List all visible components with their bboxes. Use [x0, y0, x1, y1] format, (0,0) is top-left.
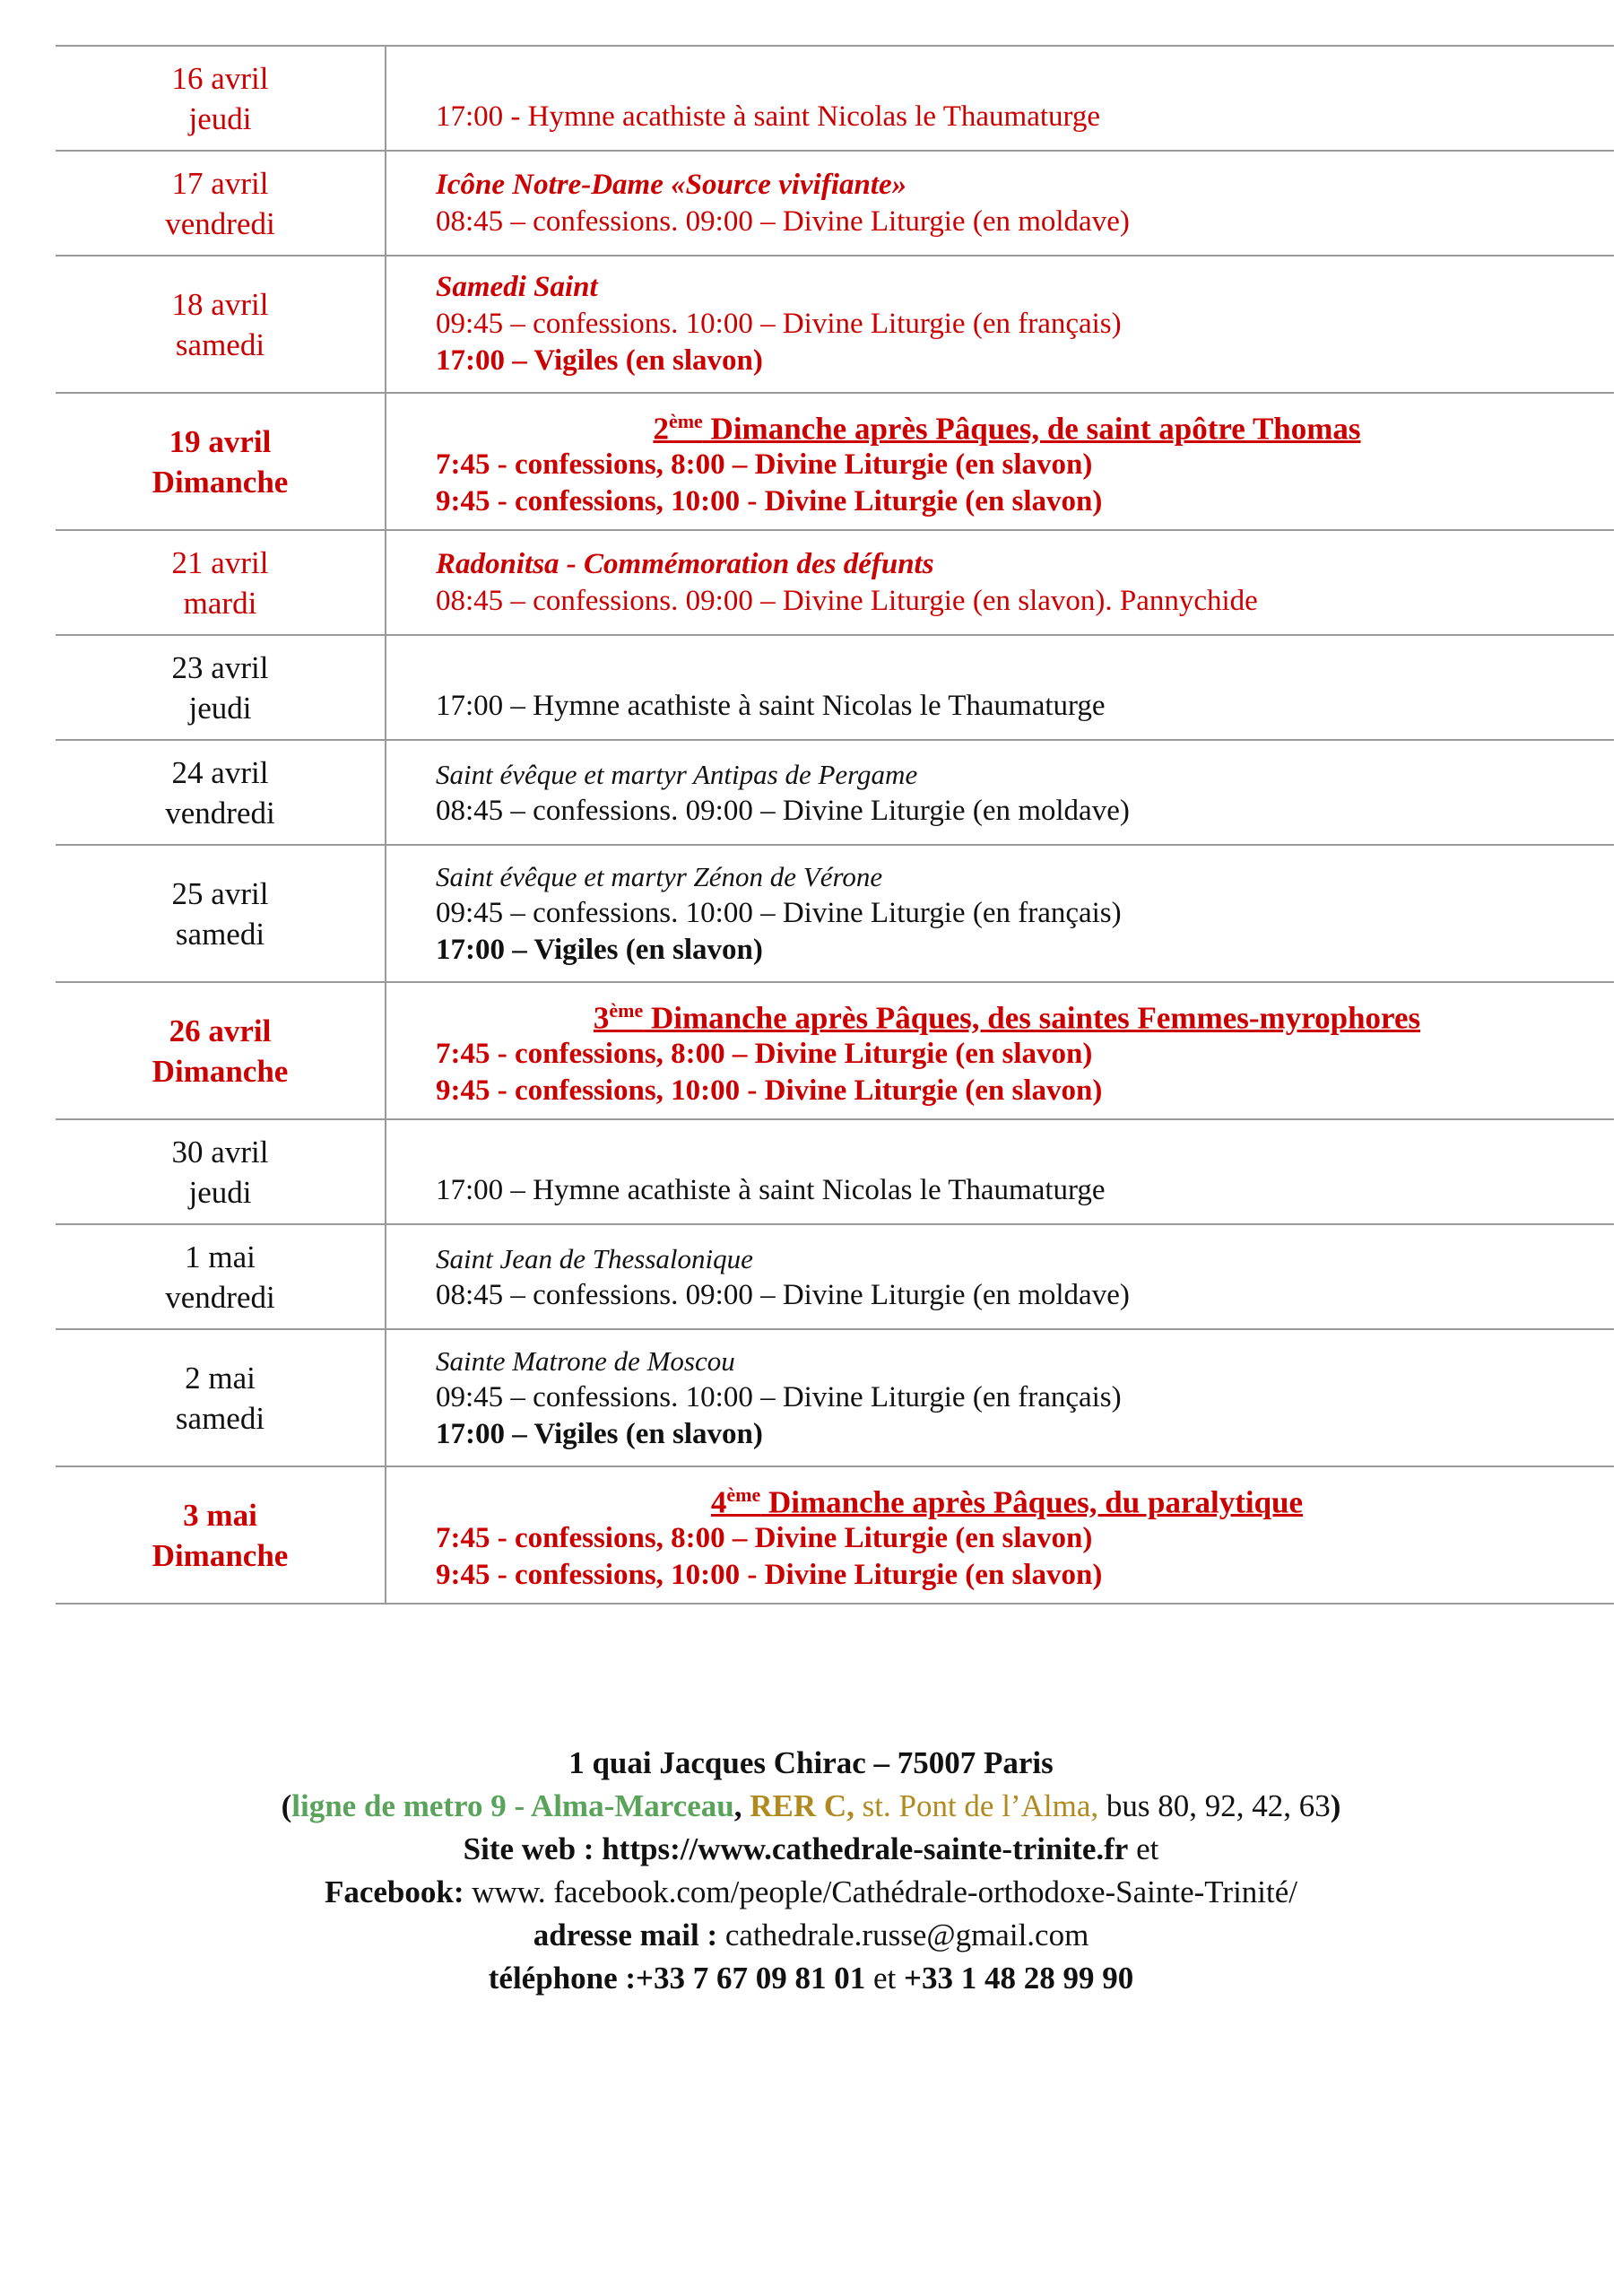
date-day: 23 avril: [171, 649, 269, 685]
date-weekday: jeudi: [188, 100, 252, 136]
feast-title: Radonitsa - Commémoration des défunts: [436, 547, 934, 580]
schedule-body: [56, 46, 1614, 1604]
service-line: 9:45 - confessions, 10:00 - Divine Liturgie (en slavon): [436, 1559, 1103, 1592]
service-cell: [386, 393, 1614, 530]
table-row: [56, 1329, 1614, 1466]
date-cell: [56, 393, 386, 530]
service-line: 08:45 – confessions. 09:00 – Divine Liturgie (en slavon). Pannychide: [436, 584, 1258, 617]
vigils-line: 17:00 – Vigiles (en slavon): [436, 1418, 763, 1450]
sunday-ordinal-suffix: ème: [668, 409, 703, 432]
comma: ,: [733, 1788, 750, 1823]
phone-secondary[interactable]: +33 1 48 28 99 90: [904, 1961, 1134, 1996]
date-cell: [56, 1329, 386, 1466]
date-cell: [56, 1466, 386, 1604]
date-weekday: Dimanche: [152, 1537, 289, 1573]
service-line: 9:45 - confessions, 10:00 - Divine Liturgie (en slavon): [436, 1074, 1103, 1108]
sunday-ordinal-suffix: ème: [609, 998, 644, 1022]
paren-open: (: [281, 1788, 292, 1823]
date-weekday: Dimanche: [152, 464, 289, 500]
date-cell: [56, 256, 386, 393]
website-link[interactable]: Site web : https://www.cathedrale-sainte-trinite.fr: [463, 1831, 1129, 1866]
date-weekday: samedi: [175, 916, 265, 952]
service-cell: [386, 740, 1614, 845]
sunday-ordinal: 2: [653, 411, 669, 447]
email-line: [0, 1914, 1622, 1957]
date-day: 25 avril: [171, 875, 269, 911]
service-cell: [386, 1466, 1614, 1604]
table-row: [56, 46, 1614, 151]
phone-line: [0, 1957, 1622, 2000]
website-et: et: [1128, 1831, 1159, 1866]
table-row: [56, 982, 1614, 1119]
service-line: 17:00 - Hymne acathiste à saint Nicolas le Thaumaturge: [436, 100, 1101, 133]
service-cell: [386, 845, 1614, 982]
feast-title: Icône Notre-Dame «Source vivifiante»: [436, 168, 907, 201]
facebook-link[interactable]: www. facebook.com/people/Cathédrale-orthodoxe-Sainte-Trinité/: [464, 1874, 1298, 1909]
date-day: 24 avril: [171, 754, 269, 790]
paren-close: ): [1330, 1788, 1341, 1823]
date-weekday: vendredi: [165, 1279, 275, 1315]
date-day: 3 mai: [183, 1497, 257, 1533]
sunday-ordinal-suffix: ème: [726, 1483, 761, 1506]
service-cell: [386, 982, 1614, 1119]
vigils-line: 17:00 – Vigiles (en slavon): [436, 934, 763, 966]
blank-line: [436, 651, 1614, 688]
service-cell: [386, 635, 1614, 740]
date-weekday: samedi: [175, 1400, 265, 1436]
date-weekday: Dimanche: [152, 1053, 289, 1089]
date-day: 21 avril: [171, 544, 269, 580]
table-row: [56, 256, 1614, 393]
phone-primary[interactable]: téléphone :+33 7 67 09 81 01: [488, 1961, 866, 1996]
date-cell: [56, 845, 386, 982]
service-line: 17:00 – Hymne acathiste à saint Nicolas le Thaumaturge: [436, 689, 1106, 722]
saint-title: Sainte Matrone de Moscou: [436, 1345, 735, 1377]
date-weekday: vendredi: [165, 205, 275, 241]
table-row: [56, 635, 1614, 740]
rer-info: RER C,: [750, 1788, 854, 1823]
date-cell: [56, 530, 386, 635]
table-row: [56, 530, 1614, 635]
service-line: 09:45 – confessions. 10:00 – Divine Liturgie (en français): [436, 897, 1122, 929]
sunday-name: Dimanche après Pâques, des saintes Femmes-myrophores: [643, 1000, 1421, 1036]
service-line: 09:45 – confessions. 10:00 – Divine Liturgie (en français): [436, 1381, 1122, 1413]
service-line: 17:00 – Hymne acathiste à saint Nicolas le Thaumaturge: [436, 1173, 1106, 1206]
service-cell: [386, 151, 1614, 256]
service-line: 08:45 – confessions. 09:00 – Divine Liturgie (en moldave): [436, 1278, 1130, 1311]
date-cell: [56, 635, 386, 740]
service-line: 7:45 - confessions, 8:00 – Divine Liturgie (en slavon): [436, 448, 1093, 482]
date-weekday: vendredi: [165, 795, 275, 831]
date-day: 1 mai: [185, 1239, 256, 1274]
date-cell: [56, 1119, 386, 1224]
service-line: 7:45 - confessions, 8:00 – Divine Liturgie (en slavon): [436, 1038, 1093, 1071]
date-weekday: mardi: [183, 585, 257, 621]
bus-info: bus 80, 92, 42, 63: [1098, 1788, 1331, 1823]
date-cell: [56, 151, 386, 256]
date-day: 30 avril: [171, 1134, 269, 1170]
date-cell: [56, 46, 386, 151]
date-cell: [56, 740, 386, 845]
table-row: [56, 393, 1614, 530]
service-line: 9:45 - confessions, 10:00 - Divine Liturgie (en slavon): [436, 485, 1103, 518]
service-line: 09:45 – confessions. 10:00 – Divine Liturgie (en français): [436, 308, 1122, 340]
sunday-title: [436, 403, 1614, 448]
feast-title: Samedi Saint: [436, 271, 598, 303]
contact-footer: [0, 1742, 1622, 2000]
date-weekday: samedi: [175, 326, 265, 362]
rer-station: st. Pont de l’Alma,: [854, 1788, 1099, 1823]
service-cell: [386, 1329, 1614, 1466]
email-link[interactable]: cathedrale.russe@gmail.com: [717, 1918, 1089, 1952]
service-cell: [386, 256, 1614, 393]
facebook-line: [0, 1871, 1622, 1914]
date-day: 17 avril: [171, 165, 269, 201]
table-row: [56, 845, 1614, 982]
sunday-name: Dimanche après Pâques, de saint apôtre Thomas: [702, 411, 1361, 447]
table-row: [56, 740, 1614, 845]
schedule-table: [56, 45, 1614, 1605]
service-line: 7:45 - confessions, 8:00 – Divine Liturgie (en slavon): [436, 1522, 1093, 1555]
phone-et: et: [865, 1961, 905, 1996]
address: 1 quai Jacques Chirac – 75007 Paris: [568, 1745, 1054, 1780]
table-row: [56, 1224, 1614, 1329]
date-cell: [56, 1224, 386, 1329]
date-day: 26 avril: [169, 1013, 272, 1048]
saint-title: Saint évêque et martyr Antipas de Pergame: [436, 758, 918, 790]
website-line: [0, 1828, 1622, 1871]
date-weekday: jeudi: [188, 690, 252, 726]
address-line: [0, 1742, 1622, 1785]
sunday-ordinal: 4: [710, 1484, 727, 1520]
table-row: [56, 1119, 1614, 1224]
date-weekday: jeudi: [188, 1174, 252, 1210]
service-line: 08:45 – confessions. 09:00 – Divine Liturgie (en moldave): [436, 794, 1130, 827]
blank-line: [436, 62, 1614, 99]
saint-title: Saint évêque et martyr Zénon de Vérone: [436, 861, 883, 892]
blank-line: [436, 1135, 1614, 1172]
date-cell: [56, 982, 386, 1119]
vigils-line: 17:00 – Vigiles (en slavon): [436, 344, 763, 377]
table-row: [56, 151, 1614, 256]
sunday-title: [436, 992, 1614, 1037]
service-cell: [386, 1224, 1614, 1329]
service-cell: [386, 1119, 1614, 1224]
sunday-name: Dimanche après Pâques, du paralytique: [760, 1484, 1304, 1520]
table-row: [56, 1466, 1614, 1604]
sunday-ordinal: 3: [593, 1000, 610, 1036]
service-line: 08:45 – confessions. 09:00 – Divine Liturgie (en moldave): [436, 204, 1130, 238]
date-day: 16 avril: [171, 60, 269, 96]
service-cell: [386, 530, 1614, 635]
facebook-label: Facebook:: [324, 1874, 464, 1909]
saint-title: Saint Jean de Thessalonique: [436, 1242, 753, 1274]
date-day: 19 avril: [169, 423, 272, 459]
sunday-title: [436, 1476, 1614, 1521]
transport-line: [0, 1785, 1622, 1828]
date-day: 18 avril: [171, 286, 269, 322]
email-label: adresse mail :: [533, 1918, 718, 1952]
service-cell: [386, 46, 1614, 151]
metro-info: ligne de metro 9 - Alma-Marceau: [291, 1788, 734, 1823]
date-day: 2 mai: [185, 1360, 256, 1396]
